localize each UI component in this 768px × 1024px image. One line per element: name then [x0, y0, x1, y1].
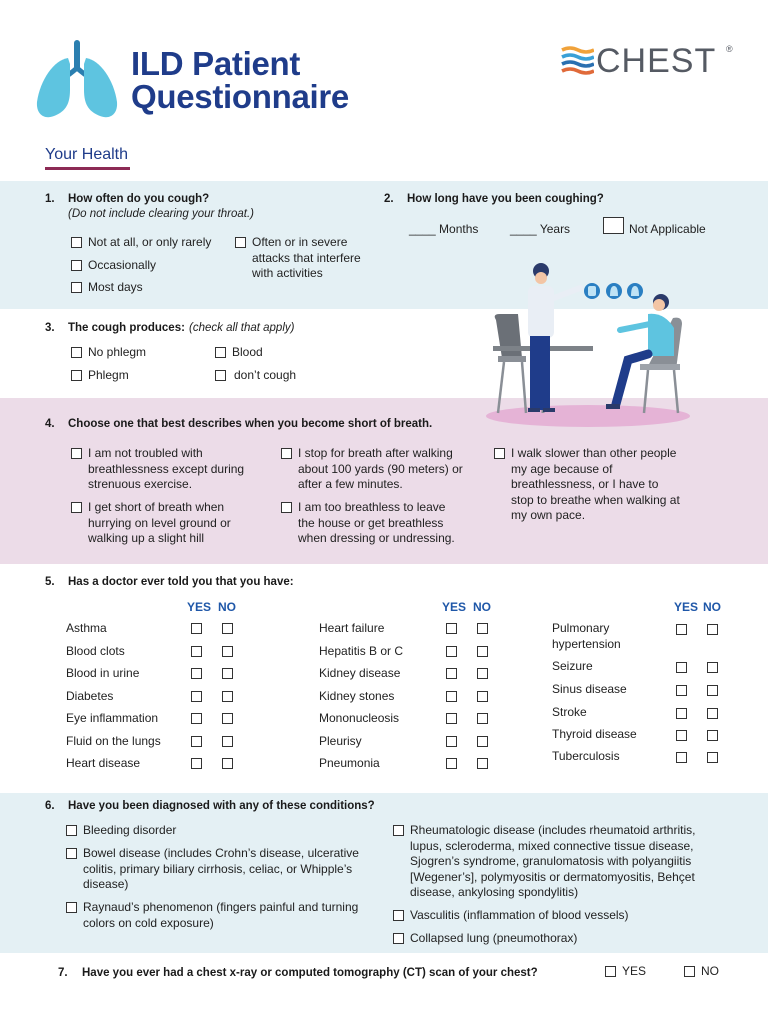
q5-kidney-stones-yes-checkbox[interactable]	[446, 691, 457, 702]
q5-seizure-yes-checkbox[interactable]	[676, 662, 687, 673]
q5-condition-tuberculosis: Tuberculosis	[552, 749, 620, 763]
q5-blood-in-urine-no-checkbox[interactable]	[222, 668, 233, 679]
q5-col3-no-header: NO	[703, 600, 721, 614]
q5-blood-clots-no-checkbox[interactable]	[222, 646, 233, 657]
q5-sinus-disease-yes-checkbox[interactable]	[676, 685, 687, 696]
q3-checkbox-no-phlegm[interactable]	[71, 347, 82, 358]
q5-blood-in-urine-yes-checkbox[interactable]	[191, 668, 202, 679]
q4-option-1: I am not troubled with breathlessness except during strenuous exercise.	[88, 446, 245, 491]
q5-diabetes-yes-checkbox[interactable]	[191, 691, 202, 702]
q2-number: 2.	[384, 193, 394, 205]
doctor-patient-illustration	[468, 258, 708, 433]
q1-option-4: Often or in severe attacks that interfere with activities	[252, 235, 361, 280]
q5-fluid-on-the-lungs-yes-checkbox[interactable]	[191, 736, 202, 747]
q5-condition-pulmonary-hypertension: Pulmonary hypertension	[552, 621, 621, 651]
q7-yes-label: YES	[622, 964, 647, 978]
q6-option-collapsed-lung: Collapsed lung (pneumothorax)	[410, 931, 578, 945]
q1-checkbox-1[interactable]	[71, 237, 82, 248]
q6-checkbox-vasculitis[interactable]	[393, 910, 404, 921]
q2-question: How long have you been coughing?	[407, 193, 604, 205]
q4-option-3: I stop for breath after walking about 100 yards (90 meters) or after a few minutes.	[298, 446, 463, 491]
title-line-2: Questionnaire	[131, 78, 349, 115]
q5-condition-heart-disease: Heart disease	[66, 756, 141, 770]
q1-option-3: Most days	[88, 280, 143, 294]
q5-pulmonary-hypertension-no-checkbox[interactable]	[707, 624, 718, 635]
q6-checkbox-rheumatologic[interactable]	[393, 825, 404, 836]
q3-checkbox-dont-cough[interactable]	[215, 370, 226, 381]
q5-sinus-disease-no-checkbox[interactable]	[707, 685, 718, 696]
q4-checkbox-3[interactable]	[281, 448, 292, 459]
q5-condition-pleurisy: Pleurisy	[319, 734, 362, 748]
q5-condition-mononucleosis: Mononucleosis	[319, 711, 400, 725]
q5-thyroid-disease-yes-checkbox[interactable]	[676, 730, 687, 741]
q5-tuberculosis-yes-checkbox[interactable]	[676, 752, 687, 763]
q1-question: How often do you cough?	[68, 193, 210, 205]
q5-col1-yes-header: YES	[187, 600, 212, 614]
q3-option-blood: Blood	[232, 345, 263, 359]
q6-checkbox-bowel[interactable]	[66, 848, 77, 859]
q2-not-applicable-label: Not Applicable	[629, 222, 706, 236]
q5-heart-disease-no-checkbox[interactable]	[222, 758, 233, 769]
q7-number: 7.	[58, 967, 68, 979]
q5-tuberculosis-no-checkbox[interactable]	[707, 752, 718, 763]
section-heading	[45, 146, 130, 170]
q5-condition-hepatitis-b-or-c: Hepatitis B or C	[319, 644, 404, 658]
q4-checkbox-4[interactable]	[281, 502, 292, 513]
q5-heart-failure-no-checkbox[interactable]	[477, 623, 488, 634]
q4-question: Choose one that best describes when you become short of breath.	[68, 418, 433, 430]
title-line-1: ILD Patient	[131, 45, 301, 82]
q5-number: 5.	[45, 576, 55, 588]
q4-checkbox-5[interactable]	[494, 448, 505, 459]
q1-checkbox-3[interactable]	[71, 282, 82, 293]
q2-months-field[interactable]: ____ Months	[409, 222, 479, 236]
q2-not-applicable-checkbox[interactable]	[603, 217, 624, 234]
q5-mononucleosis-yes-checkbox[interactable]	[446, 713, 457, 724]
q5-question: Has a doctor ever told you that you have:	[68, 576, 294, 588]
q5-condition-diabetes: Diabetes	[66, 689, 114, 703]
q5-pneumonia-no-checkbox[interactable]	[477, 758, 488, 769]
q6-number: 6.	[45, 800, 55, 812]
q5-asthma-yes-checkbox[interactable]	[191, 623, 202, 634]
q6-option-rheumatologic: Rheumatologic disease (includes rheumatoid arthritis, lupus, scleroderma, mixed connective tissue disease, Sjogren’s syndrome, granulomatosis with polyangiitis [Wegener’s], polymyositis or dermatomyositis, Behçet disease, ankylosing spondylitis)	[410, 823, 696, 899]
q5-condition-thyroid-disease: Thyroid disease	[552, 727, 637, 741]
q7-checkbox-no[interactable]	[684, 966, 695, 977]
chest-logo	[560, 42, 740, 82]
q5-heart-failure-yes-checkbox[interactable]	[446, 623, 457, 634]
brand-name: CHEST	[596, 42, 717, 80]
section-heading-rule	[45, 167, 130, 170]
q1-option-2: Occasionally	[88, 258, 157, 272]
q5-seizure-no-checkbox[interactable]	[707, 662, 718, 673]
lungs-icon	[34, 40, 120, 120]
q5-condition-blood-in-urine: Blood in urine	[66, 666, 140, 680]
q5-condition-kidney-stones: Kidney stones	[319, 689, 395, 703]
q5-pulmonary-hypertension-yes-checkbox[interactable]	[676, 624, 687, 635]
q6-question: Have you been diagnosed with any of these conditions?	[68, 800, 375, 812]
q5-condition-fluid-on-the-lungs: Fluid on the lungs	[66, 734, 161, 748]
q6-checkbox-raynauds[interactable]	[66, 902, 77, 913]
q6-checkbox-collapsed-lung[interactable]	[393, 933, 404, 944]
q5-blood-clots-yes-checkbox[interactable]	[191, 646, 202, 657]
q5-pleurisy-yes-checkbox[interactable]	[446, 736, 457, 747]
q4-option-5: I walk slower than other people my age because of breathlessness, or I have to stop to breathe when walking at my own pace.	[511, 446, 680, 522]
q5-diabetes-no-checkbox[interactable]	[222, 691, 233, 702]
q5-condition-stroke: Stroke	[552, 705, 587, 719]
q3-note: (check all that apply)	[189, 322, 295, 334]
q5-hepatitis-b-or-c-no-checkbox[interactable]	[477, 646, 488, 657]
q7-no-label: NO	[701, 964, 719, 978]
q5-kidney-disease-yes-checkbox[interactable]	[446, 668, 457, 679]
q5-mononucleosis-no-checkbox[interactable]	[477, 713, 488, 724]
q1-checkbox-4[interactable]	[235, 237, 246, 248]
q5-stroke-no-checkbox[interactable]	[707, 708, 718, 719]
q5-condition-eye-inflammation: Eye inflammation	[66, 711, 159, 725]
q4-option-4: I am too breathless to leave the house or get breathless when dressing or undressing.	[298, 500, 455, 545]
q5-eye-inflammation-yes-checkbox[interactable]	[191, 713, 202, 724]
q5-col3-yes-header: YES	[674, 600, 699, 614]
q6-option-raynauds: Raynaud’s phenomenon (fingers painful and turning colors on cold exposure)	[83, 900, 359, 930]
q5-condition-seizure: Seizure	[552, 659, 593, 673]
q3-question: The cough produces:	[68, 322, 185, 334]
q5-kidney-stones-no-checkbox[interactable]	[477, 691, 488, 702]
q6-checkbox-bleeding[interactable]	[66, 825, 77, 836]
q5-condition-blood-clots: Blood clots	[66, 644, 125, 658]
q5-pneumonia-yes-checkbox[interactable]	[446, 758, 457, 769]
q7-checkbox-yes[interactable]	[605, 966, 616, 977]
q6-option-bowel: Bowel disease (includes Crohn’s disease, ulcerative colitis, primary biliary cirrhosis, celiac, or Whipple’s disease)	[83, 846, 359, 891]
q4-option-2: I get short of breath when hurrying on level ground or walking up a slight hill	[88, 500, 231, 545]
q5-eye-inflammation-no-checkbox[interactable]	[222, 713, 233, 724]
q5-kidney-disease-no-checkbox[interactable]	[477, 668, 488, 679]
q5-hepatitis-b-or-c-yes-checkbox[interactable]	[446, 646, 457, 657]
q5-asthma-no-checkbox[interactable]	[222, 623, 233, 634]
q1-number: 1.	[45, 193, 55, 205]
q5-condition-asthma: Asthma	[66, 621, 107, 635]
q5-col1-no-header: NO	[218, 600, 236, 614]
brand-registered-mark: ®	[726, 44, 733, 54]
q3-checkbox-phlegm[interactable]	[71, 370, 82, 381]
q5-fluid-on-the-lungs-no-checkbox[interactable]	[222, 736, 233, 747]
chest-logo-icon	[560, 46, 594, 78]
q5-condition-heart-failure: Heart failure	[319, 621, 385, 635]
q5-pleurisy-no-checkbox[interactable]	[477, 736, 488, 747]
q5-condition-sinus-disease: Sinus disease	[552, 682, 627, 696]
q4-number: 4.	[45, 418, 55, 430]
q1-note: (Do not include clearing your throat.)	[68, 208, 255, 220]
q3-option-dont-cough: don’t cough	[234, 368, 297, 382]
q7-question: Have you ever had a chest x-ray or computed tomography (CT) scan of your chest?	[82, 967, 538, 979]
section-heading-text: Your Health	[45, 146, 129, 163]
q3-option-no-phlegm: No phlegm	[88, 345, 147, 359]
q4-checkbox-1[interactable]	[71, 448, 82, 459]
q5-condition-kidney-disease: Kidney disease	[319, 666, 401, 680]
q5-col2-no-header: NO	[473, 600, 491, 614]
q5-condition-pneumonia: Pneumonia	[319, 756, 380, 770]
q6-option-vasculitis: Vasculitis (inflammation of blood vessels)	[410, 908, 629, 922]
q1-checkbox-2[interactable]	[71, 260, 82, 271]
q6-option-bleeding: Bleeding disorder	[83, 823, 177, 837]
q5-stroke-yes-checkbox[interactable]	[676, 708, 687, 719]
q3-number: 3.	[45, 322, 55, 334]
q2-years-field[interactable]: ____ Years	[510, 222, 571, 236]
q1-option-1: Not at all, or only rarely	[88, 235, 212, 249]
q3-option-phlegm: Phlegm	[88, 368, 129, 382]
q5-heart-disease-yes-checkbox[interactable]	[191, 758, 202, 769]
q3-checkbox-blood[interactable]	[215, 347, 226, 358]
q4-checkbox-2[interactable]	[71, 502, 82, 513]
q5-thyroid-disease-no-checkbox[interactable]	[707, 730, 718, 741]
q5-col2-yes-header: YES	[442, 600, 467, 614]
page-title	[131, 47, 349, 113]
